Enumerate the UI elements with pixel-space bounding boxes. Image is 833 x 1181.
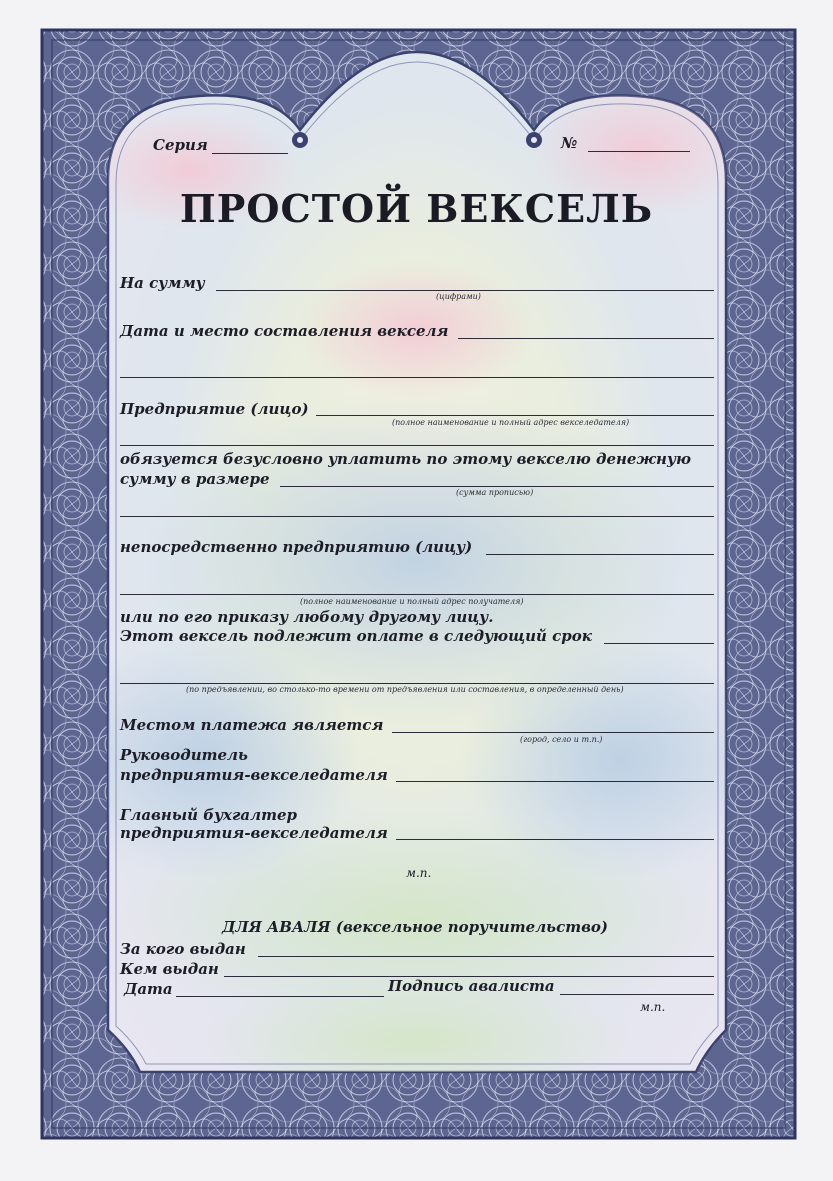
amount-field-line[interactable] (216, 290, 714, 291)
direct-payee-label: непосредственно предприятию (лицу) (120, 538, 473, 556)
sum-words-hint: (сумма прописью) (456, 488, 534, 497)
enterprise-field-line[interactable] (316, 415, 714, 416)
series-field-line[interactable] (212, 153, 288, 154)
aval-signature-field-line[interactable] (560, 994, 714, 995)
director-label-line2: предприятия-векселедателя (120, 766, 388, 784)
date-place-field-line-2[interactable] (120, 377, 714, 378)
number-field-line[interactable] (588, 151, 690, 152)
number-label: № (561, 134, 578, 152)
obligation-text-line1: обязуется безусловно уплатить по этому векселю денежную (120, 450, 691, 468)
payment-place-field-line[interactable] (392, 732, 714, 733)
order-text: или по его приказу любому другому лицу. (120, 608, 494, 626)
term-label: Этот вексель подлежит оплате в следующий срок (120, 627, 592, 645)
term-field-line-2[interactable] (120, 683, 714, 684)
enterprise-label: Предприятие (лицо) (120, 400, 309, 418)
aval-for-whom-field-line[interactable] (258, 956, 714, 957)
director-label-line1: Руководитель (120, 746, 248, 764)
page-title: ПРОСТОЙ ВЕКСЕЛЬ (179, 186, 654, 231)
aval-date-label: Дата (124, 980, 173, 998)
sum-words-field-line-2[interactable] (120, 516, 714, 517)
payment-place-hint: (город, село и т.п.) (520, 735, 603, 744)
payee-hint: (полное наименование и полный адрес получателя) (300, 597, 524, 606)
aval-for-whom-label: За кого выдан (120, 940, 246, 958)
amount-label: На сумму (120, 274, 205, 292)
amount-hint: (цифрами) (436, 292, 481, 301)
obligation-text-line2: сумму в размере (120, 470, 270, 488)
date-place-field-line[interactable] (458, 338, 714, 339)
aval-by-whom-label: Кем выдан (120, 960, 219, 978)
term-hint: (по предъявлении, во столько-то времени от предъявления или составления, в определенный день) (186, 685, 624, 694)
term-field-line[interactable] (604, 643, 714, 644)
accountant-label-line2: предприятия-векселедателя (120, 824, 388, 842)
payment-place-label: Местом платежа является (120, 716, 384, 734)
director-signature-line[interactable] (396, 781, 714, 782)
direct-payee-field-line[interactable] (486, 554, 714, 555)
sum-words-field-line[interactable] (280, 486, 714, 487)
aval-title: ДЛЯ АВАЛЯ (вексельное поручительство) (222, 918, 609, 936)
star-ornament-right-icon (526, 132, 542, 148)
accountant-signature-line[interactable] (396, 839, 714, 840)
star-ornament-left-icon (292, 132, 308, 148)
stamp-mark: м.п. (406, 866, 432, 880)
enterprise-hint: (полное наименование и полный адрес векселедателя) (392, 418, 630, 427)
accountant-label-line1: Главный бухгалтер (120, 806, 298, 824)
aval-signature-label: Подпись авалиста (388, 977, 555, 995)
series-label: Серия (153, 136, 208, 154)
date-place-label: Дата и место составления векселя (120, 322, 449, 340)
direct-payee-field-line-2[interactable] (120, 594, 714, 595)
aval-date-field-line[interactable] (176, 996, 384, 997)
aval-stamp-mark: м.п. (640, 1000, 666, 1014)
enterprise-field-line-2[interactable] (120, 445, 714, 446)
